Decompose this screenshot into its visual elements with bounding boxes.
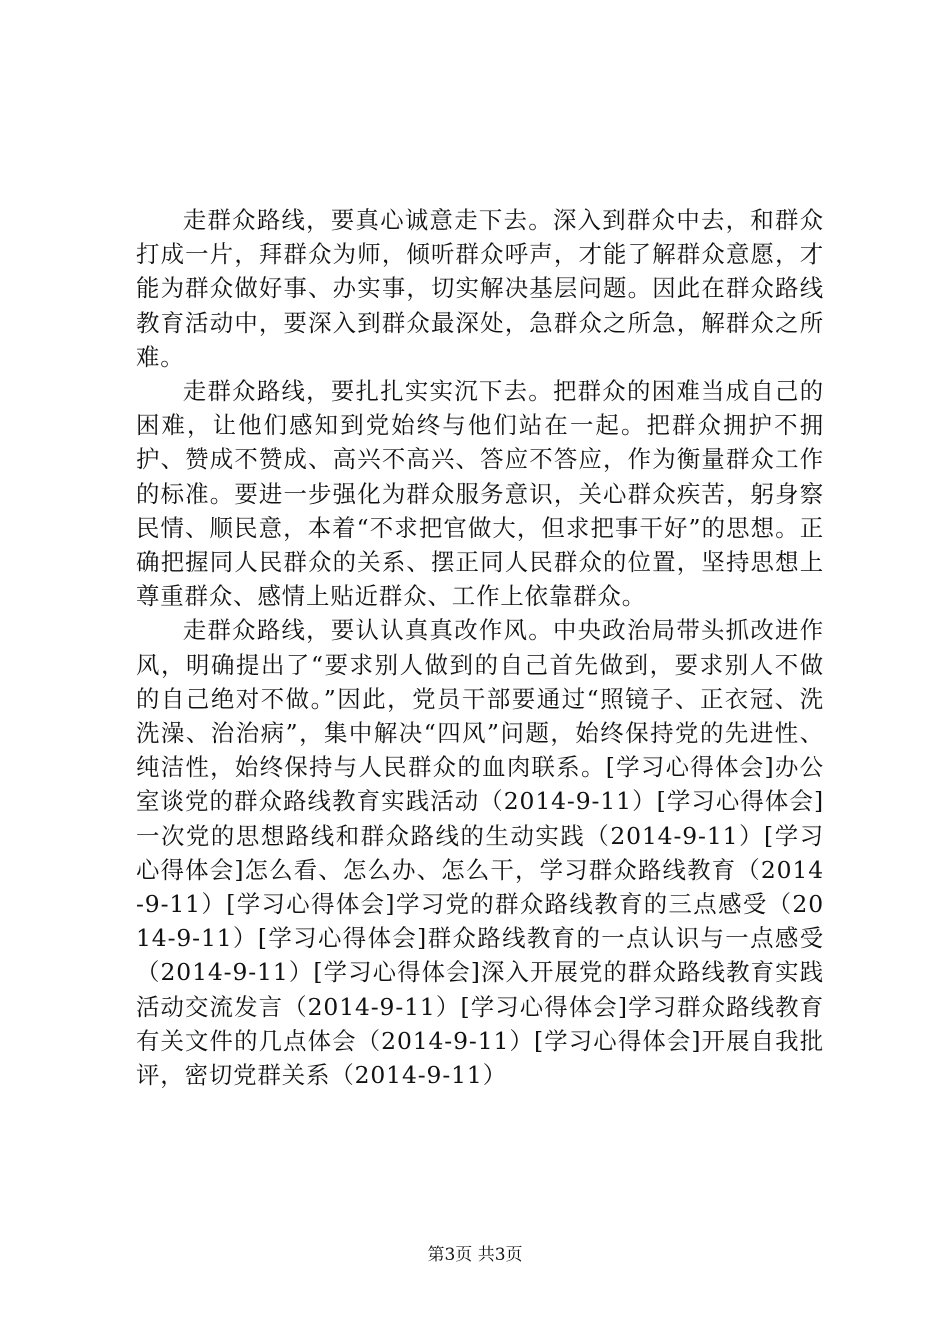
paragraph-3: 走群众路线，要认认真真改作风。中央政治局带头抓改进作风，明确提出了“要求别人做到的自己首先做到，要求别人不做的自己绝对不做。”因此，党员干部要通过“照镜子、正衣冠、洗洗澡、治治病”，集中解决“四风”问题，始终保持党的先进性、纯洁性，始终保持与人民群众的血肉联系。[学习心得体会]办公室谈党的群众路线教育实践活动（2014-9-11）[学习心得体会]一次党的思想路线和群众路线的生动实践（2014-9-11）[学习心得体会]怎么看、怎么办、怎么干，学习群众路线教育（2014-9-11）[学习心得体会]学习党的群众路线教育的三点感受（2014-9-11）[学习心得体会]群众路线教育的一点认识与一点感受（2014-9-11）[学习心得体会]深入开展党的群众路线教育实践活动交流发言（2014-9-11）[学习心得体会]学习群众路线教育有关文件的几点体会（2014-9-11）[学习心得体会]开展自我批评，密切党群关系（2014-9-11） [136, 616, 824, 1090]
page-number-footer: 第3页 共3页 [427, 1245, 523, 1265]
paragraph-1: 走群众路线，要真心诚意走下去。深入到群众中去，和群众打成一片，拜群众为师，倾听群众呼声，才能了解群众意愿，才能为群众做好事、办实事，切实解决基层问题。因此在群众路线教育活动中，要深入到群众最深处，急群众之所急，解群众之所难。 [136, 206, 824, 371]
paragraph-2: 走群众路线，要扎扎实实沉下去。把群众的困难当成自己的困难，让他们感知到党始终与他们站在一起。把群众拥护不拥护、赞成不赞成、高兴不高兴、答应不答应，作为衡量群众工作的标准。要进一步强化为群众服务意识，关心群众疾苦，躬身察民情、顺民意，本着“不求把官做大，但求把事干好”的思想。正确把握同人民群众的关系、摆正同人民群众的位置，坚持思想上尊重群众、感情上贴近群众、工作上依靠群众。 [136, 377, 824, 611]
document-body [136, 203, 824, 1092]
